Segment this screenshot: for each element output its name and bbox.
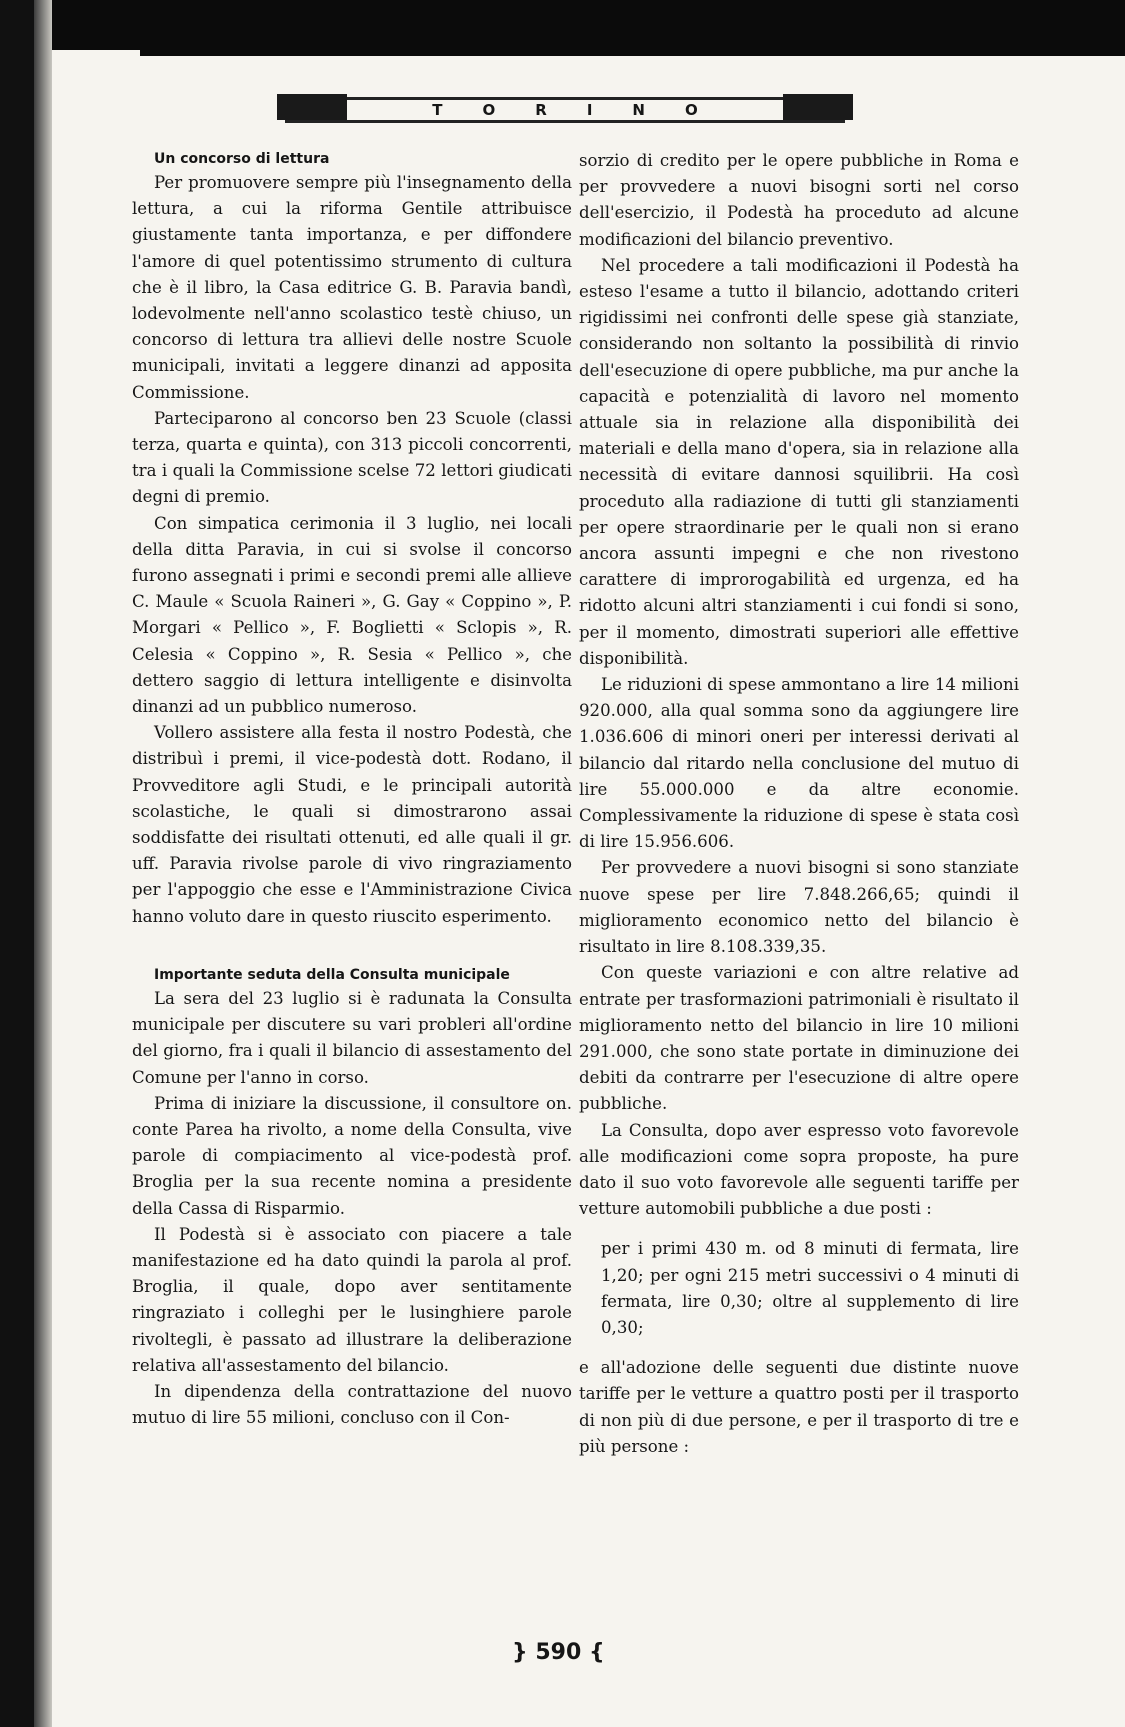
scan-left-edge: [0, 0, 34, 1727]
paragraph: Con simpatica cerimonia il 3 luglio, nei locali della ditta Paravia, in cui si svolse il concorso furono assegnati i primi e secondi premi alle allieve C. Maule « Scuola Raineri », G. Gay « Coppino », P. Morgari « Pellico », F. Boglietti « Sclopis », R. Celesia « Coppino », R. Sesia « Pellico », che dettero saggio di lettura intelligente e disinvolta dinanzi ad un pubblico numeroso.: [132, 513, 572, 717]
paragraph: Le riduzioni di spese ammontano a lire 14 milioni 920.000, alla qual somma sono da aggiungere lire 1.036.606 di minori oneri per interessi derivati al bilancio dal ritardo nella conclusione del mutuo di lire 55.000.000 e da altre economie. Complessivamente la riduzione di spese è stata così di lire 15.956.606.: [579, 675, 1019, 852]
paragraph: Nel procedere a tali modificazioni il Podestà ha esteso l'esame a tutto il bilancio, adottando criteri rigidissimi nei confronti delle spese già stanziate, considerando non soltanto la possibilità di rinvio dell'esecuzione di opere pubbliche, ma pur anche la capacità e potenzialità di lavoro nel momento attuale sia in relazione alla disponibilità dei materiali e della mano d'opera, sia in relazione alla necessità di evitare dannosi squilibrii. Ha così proceduto alla radiazione di tutti gli stanziamenti per opere straordinarie per le quali non si erano ancora assunti impegni e che non rivestono carattere di improrogabilità ed urgenza, ed ha ridotto alcuni altri stanziamenti i cui fondi si sono, per il momento, dimostrati superiori alle effettive disponibilità.: [579, 255, 1019, 668]
paragraph: Vollero assistere alla festa il nostro Podestà, che distribuì i premi, il vice-podestà dott. Rodano, il Provveditore agli Studi, e le principali autorità scolastiche, le quali si dimostrarono assai soddisfatte dei risultati ottenuti, ed alle quali il gr. uff. Paravia rivolse parole di vivo ringraziamento per l'appoggio che esse e l'Amministrazione Civica hanno voluto dare in questo riuscito esperimento.: [132, 723, 572, 926]
running-head-title: TORINO: [382, 101, 747, 119]
right-column: [579, 148, 1019, 1460]
section-heading-consulta: Importante seduta della Consulta municipale: [154, 966, 510, 983]
closing-paragraph: e all'adozione delle seguenti due distinte nuove tariffe per le vetture a quattro posti per il trasporto di non più di due persone, e per il trasporto di tre e più persone :: [579, 1358, 1019, 1456]
paragraph: In dipendenza della contrattazione del nuovo mutuo di lire 55 milioni, concluso con il Con-: [132, 1381, 572, 1428]
page-number: [512, 1640, 605, 1665]
folio-bracket-right: {: [588, 1640, 605, 1665]
paragraph: Con queste variazioni e con altre relative ad entrate per trasformazioni patrimoniali è risultato il miglioramento netto del bilancio in lire 10 milioni 291.000, che sono state portate in diminuzione dei debiti da contrarre per l'esecuzione di altre opere pubbliche.: [579, 963, 1019, 1114]
continuation-paragraph: sorzio di credito per le opere pubbliche in Roma e per provvedere a nuovi bisogni sorti nel corso dell'esercizio, il Podestà ha proceduto ad alcune modificazioni del bilancio preventivo.: [579, 151, 1019, 249]
folio-bracket-left: }: [512, 1640, 528, 1665]
running-head: [285, 97, 845, 123]
section-heading-concorso: Un concorso di lettura: [154, 151, 330, 167]
section-gap: [132, 930, 572, 964]
paragraph: La Consulta, dopo aver espresso voto favorevole alle modificazioni come sopra proposte, ha pure dato il suo voto favorevole alle seguenti tariffe per vetture automobili pubbliche a due posti :: [579, 1120, 1019, 1219]
running-head-ornament-right: [783, 94, 853, 120]
tariff-clause: per i primi 430 m. od 8 minuti di fermata, lire 1,20; per ogni 215 metri successivi o 4 minuti di fermata, lire 0,30; oltre al supplemento di lire 0,30;: [601, 1239, 1019, 1337]
left-column: [132, 148, 572, 1431]
paragraph: La sera del 23 luglio si è radunata la Consulta municipale per discutere su vari probleri all'ordine del giorno, fra i quali il bilancio di assestamento del Comune per l'anno in corso.: [132, 988, 572, 1087]
paragraph: Il Podestà si è associato con piacere a tale manifestazione ed ha dato quindi la parola al prof. Broglia, il quale, dopo aver sentitamente ringraziato i colleghi per le lusinghiere parole rivoltegli, è passato ad illustrare la deliberazione relativa all'assestamento del bilancio.: [132, 1224, 572, 1375]
scan-left-shadow: [34, 0, 52, 1727]
scan-top-border-step: [140, 38, 1125, 56]
running-head-ornament-left: [277, 94, 347, 120]
page-number-value: 590: [535, 1640, 582, 1665]
paragraph: Per promuovere sempre più l'insegnamento della lettura, a cui la riforma Gentile attribuisce giustamente tanta importanza, e per diffondere l'amore di quel potentissimo strumento di cultura che è il libro, la Casa editrice G. B. Paravia bandì, lodevolmente nell'anno scolastico testè chiuso, un concorso di lettura tra allievi delle nostre Scuole municipali, invitati a leggere dinanzi ad apposita Commissione.: [132, 173, 572, 402]
paragraph: Per provvedere a nuovi bisogni si sono stanziate nuove spese per lire 7.848.266,65; quindi il miglioramento economico netto del bilancio è risultato in lire 8.108.339,35.: [579, 858, 1019, 957]
paragraph: Parteciparono al concorso ben 23 Scuole (classi terza, quarta e quinta), con 313 piccoli concorrenti, tra i quali la Commissione scelse 72 lettori giudicati degni di premio.: [132, 408, 572, 507]
paragraph: Prima di iniziare la discussione, il consultore on. conte Parea ha rivolto, a nome della Consulta, vive parole di compiacimento al vice-podestà prof. Broglia per la sua recente nomina a presidente della Cassa di Risparmio.: [132, 1093, 572, 1218]
